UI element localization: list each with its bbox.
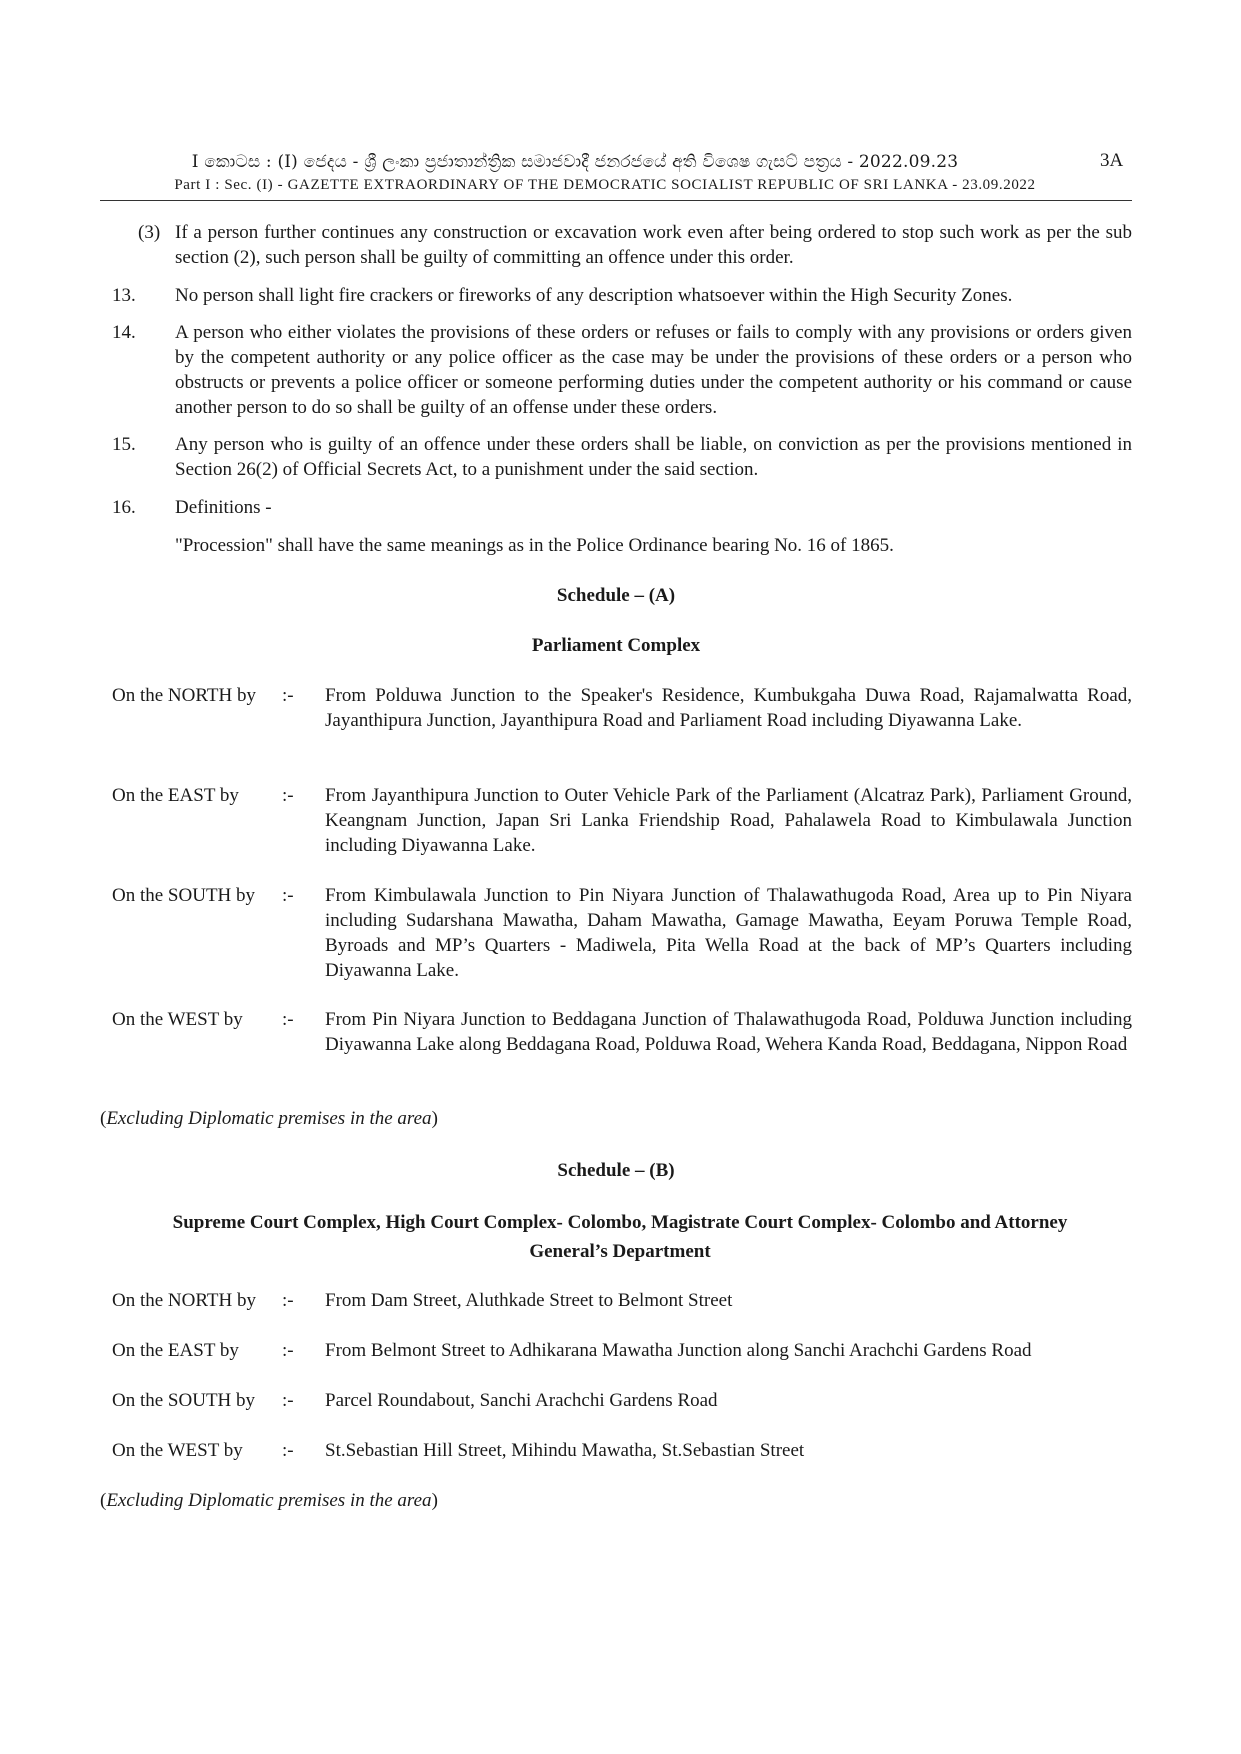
boundary-description: From Polduwa Junction to the Speaker's Residence, Kumbukgaha Duwa Road, Rajamalwatta Road, Jayanthipura Junction, Jayanthipura Road and Parliament Road including Diyawanna Lake. bbox=[325, 685, 1132, 731]
paragraph-number: (3) bbox=[138, 222, 161, 243]
boundary-description: From Belmont Street to Adhikarana Mawatha Junction along Sanchi Arachchi Gardens Road bbox=[325, 1340, 1032, 1361]
schedule-b-subtitle-line1: Supreme Court Complex, High Court Complex- Colombo, Magistrate Court Complex- Colombo and Attorney bbox=[172, 1212, 1068, 1233]
paragraph-number: 14. bbox=[112, 322, 136, 343]
paragraph-14 bbox=[112, 320, 1132, 420]
boundary-direction: On the NORTH by bbox=[112, 685, 256, 706]
boundary-direction: On the SOUTH by bbox=[112, 1390, 256, 1411]
boundary-separator: :- bbox=[282, 1440, 294, 1461]
boundary-description: St.Sebastian Hill Street, Mihindu Mawatha, St.Sebastian Street bbox=[325, 1440, 805, 1461]
paragraph-number: 13. bbox=[112, 285, 136, 306]
definition-text: "Procession" shall have the same meanings as in the Police Ordinance bearing No. 16 of 1865. bbox=[175, 535, 894, 556]
schedule-b-row-west bbox=[112, 1438, 1132, 1463]
boundary-direction: On the WEST by bbox=[112, 1440, 243, 1461]
paragraph-text: Any person who is guilty of an offence under these orders shall be liable, on conviction as per the provisions mentioned in Section 26(2) of Official Secrets Act, to a punishment under the said section. bbox=[175, 434, 1132, 480]
schedule-b-subtitle-line2: General’s Department bbox=[529, 1241, 711, 1262]
paragraph-13 bbox=[112, 283, 1132, 308]
boundary-description: From Jayanthipura Junction to Outer Vehicle Park of the Parliament (Alcatraz Park), Parliament Ground, Keangnam Junction, Japan Sri Lanka Friendship Road, Pahalawela Road to Kimbulawala Junction including Diyawanna Lake. bbox=[325, 785, 1132, 856]
note-italic-text: Excluding Diplomatic premises in the area bbox=[106, 1108, 432, 1129]
boundary-direction: On the NORTH by bbox=[112, 1290, 256, 1311]
boundary-separator: :- bbox=[282, 1009, 294, 1030]
schedule-b-row-east bbox=[112, 1338, 1132, 1363]
boundary-direction: On the EAST by bbox=[112, 785, 239, 806]
paragraph-text: A person who either violates the provisions of these orders or refuses or fails to comply with any provisions or orders given by the competent authority or any police officer as the case may be under the provisions of these orders or a person who obstructs or prevents a police officer or someone performing duties under the competent authority or his command or cause another person to do so shall be guilty of an offense under these orders. bbox=[175, 322, 1132, 418]
boundary-direction: On the EAST by bbox=[112, 1340, 239, 1361]
paragraph-12-3 bbox=[112, 220, 1132, 270]
schedule-a-title: Schedule – (A) bbox=[556, 585, 676, 606]
boundary-separator: :- bbox=[282, 885, 294, 906]
boundary-separator: :- bbox=[282, 1290, 294, 1311]
boundary-description: Parcel Roundabout, Sanchi Arachchi Gardens Road bbox=[325, 1390, 718, 1411]
note-italic-text: Excluding Diplomatic premises in the area bbox=[106, 1490, 432, 1511]
paragraph-text: If a person further continues any construction or excavation work even after being ordered to stop such work as per the sub section (2), such person shall be guilty of committing an offence under this order. bbox=[175, 222, 1132, 268]
schedule-b-note: (Excluding Diplomatic premises in the area) bbox=[100, 1490, 438, 1511]
schedule-a-row-west bbox=[112, 1007, 1132, 1057]
boundary-separator: :- bbox=[282, 685, 294, 706]
paragraph-15 bbox=[112, 432, 1132, 482]
schedule-a-row-south bbox=[112, 883, 1132, 983]
header-sinhala: I කොටස : (I) ජෙදය - ශ්‍රී ලංකා ප්‍රජාතාන්ත්‍රික සමාජවාදී ජනරජයේ අති විශෙෂ ගැසට් පත්‍රය - 2022.09.23 bbox=[191, 152, 959, 172]
boundary-direction: On the WEST by bbox=[112, 1009, 243, 1030]
paragraph-text: Definitions - bbox=[175, 497, 272, 518]
paragraph-number: 16. bbox=[112, 497, 136, 518]
header-rule bbox=[100, 200, 1132, 201]
schedule-a-note: (Excluding Diplomatic premises in the area) bbox=[100, 1108, 438, 1129]
header-english: Part I : Sec. (I) - GAZETTE EXTRAORDINARY OF THE DEMOCRATIC SOCIALIST REPUBLIC OF SRI LANKA - 23.09.2022 bbox=[174, 177, 1036, 193]
schedule-a-subtitle: Parliament Complex bbox=[531, 635, 701, 656]
boundary-separator: :- bbox=[282, 1390, 294, 1411]
boundary-description: From Pin Niyara Junction to Beddagana Junction of Thalawathugoda Road, Polduwa Junction including Diyawanna Lake along Beddagana Road, Polduwa Road, Wehera Kanda Road, Beddagana, Nippon Road bbox=[325, 1009, 1132, 1055]
paragraph-text: No person shall light fire crackers or fireworks of any description whatsoever within the High Security Zones. bbox=[175, 285, 1013, 306]
boundary-description: From Kimbulawala Junction to Pin Niyara Junction of Thalawathugoda Road, Area up to Pin Niyara including Sudarshana Mawatha, Daham Mawatha, Gamage Mawatha, Eeyam Poruwa Temple Road, Byroads and MP’s Quarters - Madiwela, Pita Wella Road at the back of MP’s Quarters including Diyawanna Lake. bbox=[325, 885, 1132, 981]
schedule-b-row-north bbox=[112, 1288, 1132, 1313]
paragraph-number: 15. bbox=[112, 434, 136, 455]
boundary-separator: :- bbox=[282, 1340, 294, 1361]
schedule-b-title: Schedule – (B) bbox=[557, 1160, 675, 1181]
paragraph-16 bbox=[112, 495, 1132, 520]
schedule-a-row-north bbox=[112, 683, 1132, 733]
boundary-description: From Dam Street, Aluthkade Street to Belmont Street bbox=[325, 1290, 733, 1311]
boundary-direction: On the SOUTH by bbox=[112, 885, 256, 906]
schedule-b-row-south bbox=[112, 1388, 1132, 1413]
schedule-a-row-east bbox=[112, 783, 1132, 858]
page-number: 3A bbox=[1100, 150, 1124, 171]
definition-procession bbox=[112, 533, 1132, 558]
boundary-separator: :- bbox=[282, 785, 294, 806]
